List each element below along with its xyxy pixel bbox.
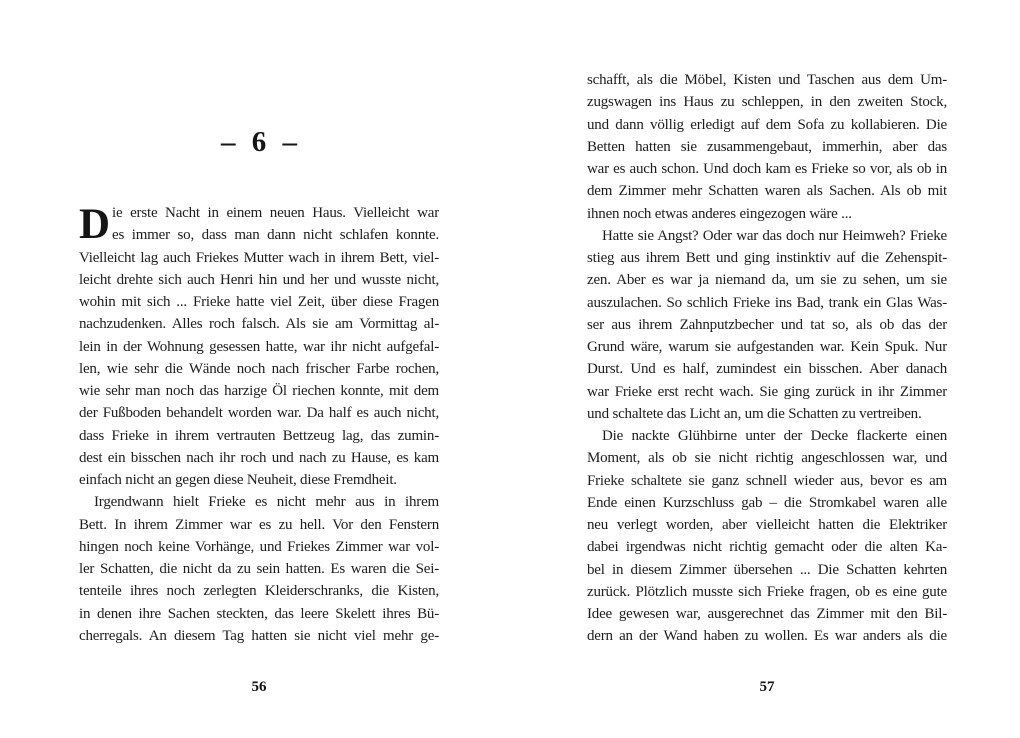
text-line: auszulachen. So schlich Frieke ins Bad, trank ein Glas Was- <box>587 294 947 311</box>
text-line: zurück. Plötzlich musste sich Frieke fragen, ob es eine gute <box>587 583 947 600</box>
book-page-left <box>79 0 439 738</box>
text-line: ie erste Nacht in einem neuen Haus. Vielleicht war <box>112 205 439 221</box>
text-line: in denen ihre Sachen steckten, das leere Skelett ihres Bü- <box>79 605 439 622</box>
text-line: lein in der Wohnung gesessen hatte, war ihr nicht aufgefal- <box>79 338 439 355</box>
text-line: len, wie sehr die Wände noch nach frischer Farbe rochen, <box>79 360 439 377</box>
text-line: Irgendwann hielt Frieke es nicht mehr aus in ihrem <box>94 494 439 511</box>
text-line: Moment, als ob sie nicht richtig angeschlossen war, und <box>587 450 947 467</box>
text-line: bel in diesem Zimmer übersehen ... Die Schatten kehrten <box>587 561 947 578</box>
drop-cap: D <box>79 201 111 248</box>
text-line: Hatte sie Angst? Oder war das doch nur Heimweh? Frieke <box>602 227 947 244</box>
text-line: Grund wäre, warum sie aufgestanden war. Kein Spuk. Nur <box>587 339 947 355</box>
page-number-right: 57 <box>759 679 775 695</box>
text-line: Bett. In ihrem Zimmer war es zu hell. Vor den Fenstern <box>79 516 439 533</box>
text-line: zugswagen ins Haus zu schleppen, in den zweiten Stock, <box>587 94 947 111</box>
page-number-left: 56 <box>251 679 267 695</box>
left-page-body-text <box>79 201 439 650</box>
text-line: und schaltete das Licht an, um die Schatten zu vertreiben. <box>587 405 922 422</box>
book-page-right <box>587 0 947 738</box>
chapter-heading: – 6 – <box>221 126 297 158</box>
text-line: neu verlegt worden, aber vielleicht hatten die Elektriker <box>587 517 947 533</box>
right-page-body-text <box>587 72 947 651</box>
text-line: stieg aus ihrem Bett und ging instinktiv auf die Zehenspit- <box>587 250 947 266</box>
text-line: Die nackte Glühbirne unter der Decke flackerte einen <box>602 428 947 444</box>
text-line: Vielleicht lag auch Friekes Mutter wach in ihrem Bett, viel- <box>79 249 439 266</box>
text-line: dem Zimmer mehr Schatten waren als Sachen. Als ob mit <box>587 183 947 200</box>
text-line: war Frieke erst recht wach. Sie ging zurück in ihr Zimmer <box>587 383 947 400</box>
text-line: ihnen noch etwas anderes eingezogen wäre ... <box>587 205 852 222</box>
text-line: war es auch schon. Und doch kam es Frieke so vor, als ob in <box>587 161 947 177</box>
text-line: es immer so, dass man dann nicht schlafen konnte. <box>112 227 439 244</box>
text-line: einfach nicht an gegen diese Neuheit, diese Fremdheit. <box>79 472 397 488</box>
text-line: ser aus ihrem Zahnputzbecher und tat so, als ob das der <box>587 316 947 333</box>
text-line: tenteile ihres noch zerlegten Kleiderschranks, die Kisten, <box>79 583 439 600</box>
text-line: Durst. Und es half, zumindest ein bisschen. Aber danach <box>587 361 947 378</box>
text-line: dern an der Wand haben zu wollen. Es war anders als die <box>587 628 947 645</box>
text-line: wie sehr man noch das harzige Öl riechen konnte, mit dem <box>79 383 439 399</box>
text-line: Betten hatten sie zusammengebaut, immerhin, aber das <box>587 138 947 155</box>
text-line: schafft, als die Möbel, Kisten und Taschen aus dem Um- <box>587 72 947 88</box>
text-line: Ende einen Kurzschluss gab – die Stromkabel waren alle <box>587 494 947 511</box>
text-line: und dann völlig erledigt auf dem Sofa zu kollabieren. Die <box>587 116 947 133</box>
text-line: der Fußboden behandelt worden war. Da half es auch nicht, <box>79 405 439 422</box>
text-line: dest ein bisschen nach ihr roch und nach zu Hause, es kam <box>79 449 439 466</box>
text-line: dabei irgendwas nicht richtig gemacht oder die alten Ka- <box>587 539 947 556</box>
text-line: nachzudenken. Alles roch falsch. Als sie am Vormittag al- <box>79 316 439 333</box>
text-line: wohin mit sich ... Frieke hatte viel Zeit, über diese Fragen <box>79 294 439 310</box>
text-line: zen. Aber es war ja niemand da, um sie zu sehen, um sie <box>587 272 947 289</box>
text-line: cherregals. An diesem Tag hatten sie nicht viel mehr ge- <box>79 627 439 644</box>
text-line: Idee gewesen war, ausgerechnet das Zimmer mit den Bil- <box>587 606 947 622</box>
text-line: hingen noch keine Vorhänge, und Friekes Zimmer war vol- <box>79 538 439 555</box>
text-line: leicht drehte sich auch Henri hin und her und wusste nicht, <box>79 271 439 288</box>
text-line: dass Frieke in ihrem vertrauten Bettzeug lag, das zumin- <box>79 427 439 444</box>
text-line: ler Schatten, die nicht da zu sein hatten. Es waren die Sei- <box>79 561 439 577</box>
text-line: Frieke schaltete sie ganz schnell wieder aus, bevor es am <box>587 472 947 489</box>
